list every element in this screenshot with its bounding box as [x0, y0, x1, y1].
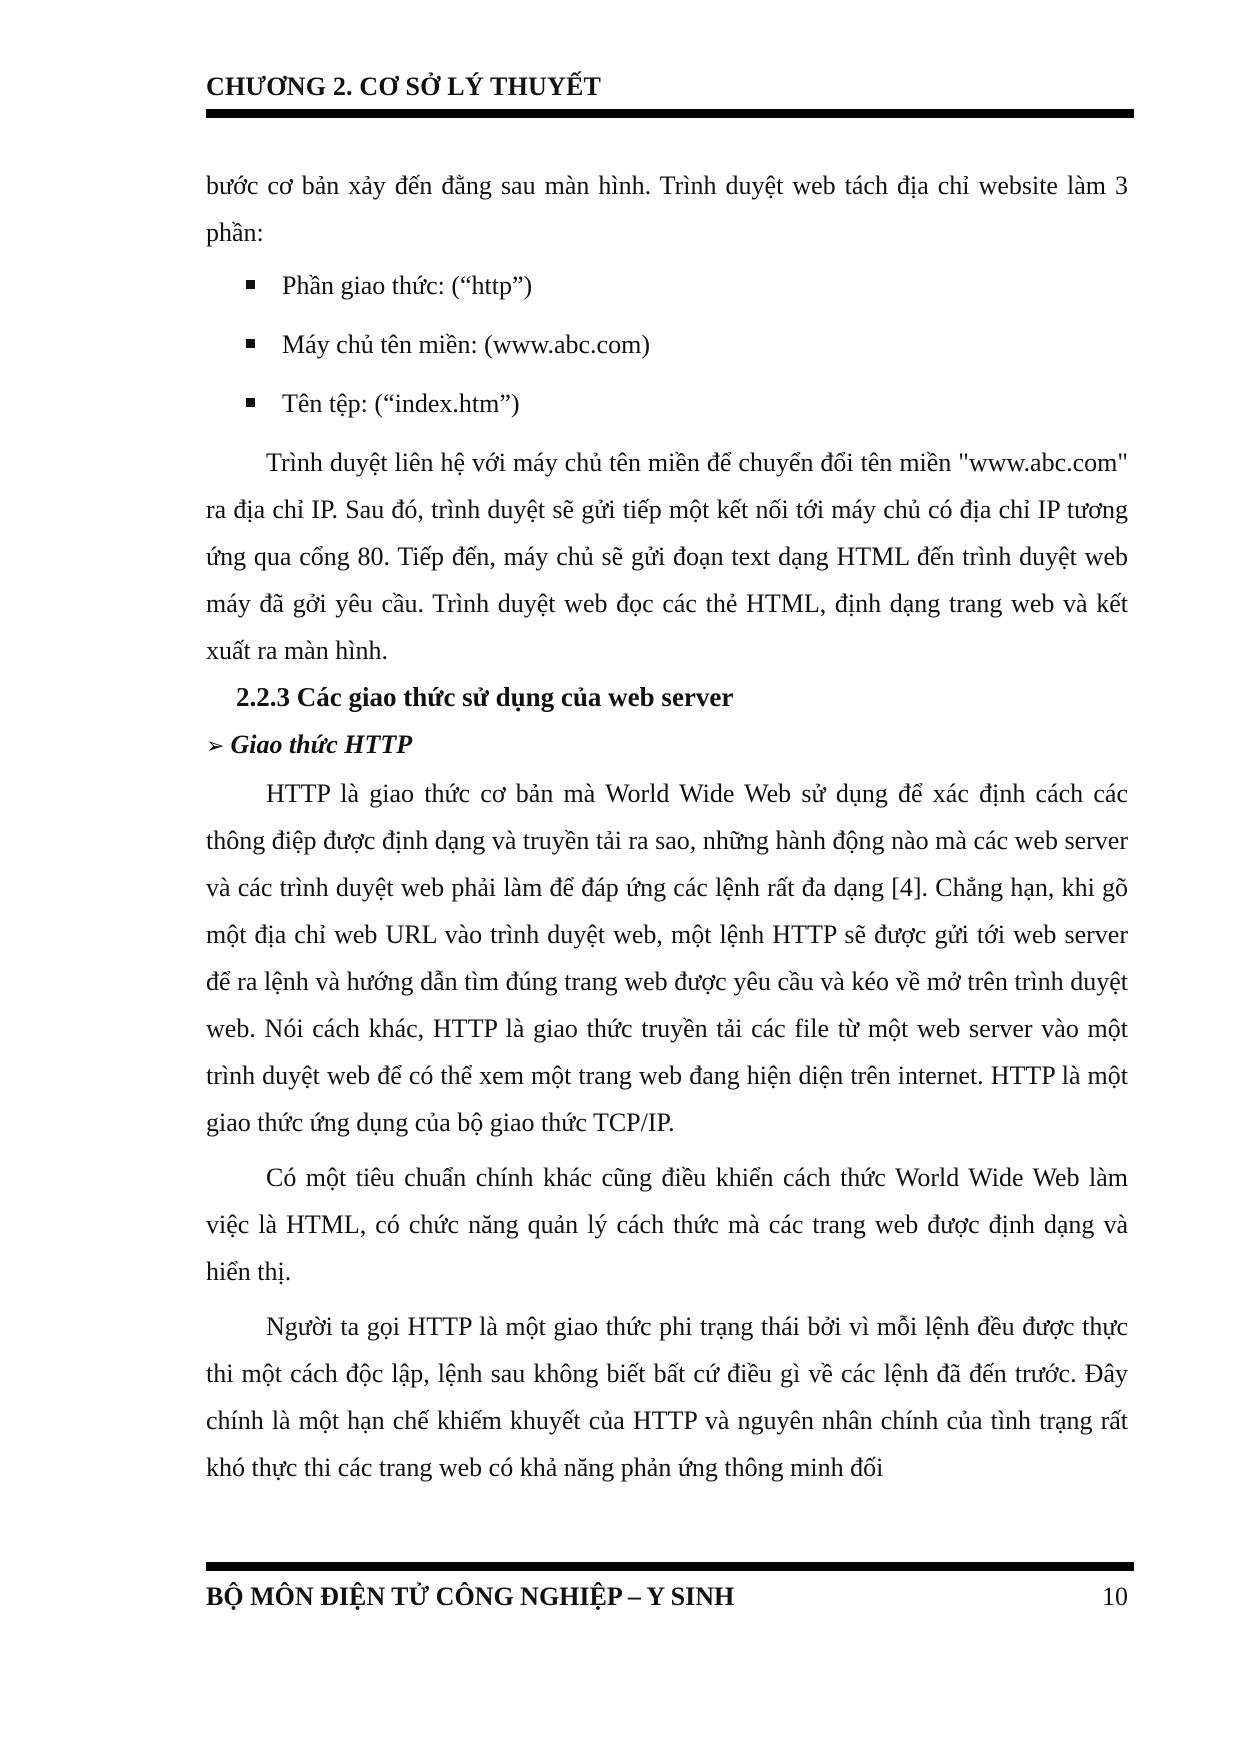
page-number: 10: [1102, 1582, 1128, 1611]
paragraph-http-3: Người ta gọi HTTP là một giao thức phi trạng thái bởi vì mỗi lệnh đều được thực thi một cách độc lập, lệnh sau không biết bất cứ điều gì về các lệnh đã đến trước. Đây chính là một hạn chế khiếm khuyết của HTTP và nguyên nhân chính của tình trạng rất khó thực thi các trang web có khả năng phản ứng thông minh đối: [206, 1312, 1128, 1482]
list-item-text: Máy chủ tên miền: (www.abc.com): [282, 330, 650, 359]
item-heading-text: Giao thức HTTP: [230, 730, 413, 759]
list-item-text: Phần giao thức: (“http”): [282, 271, 533, 300]
arrow-bullet-icon: ➢: [206, 734, 225, 759]
list-item-text: Tên tệp: (“index.htm”): [282, 389, 520, 418]
department-name: BỘ MÔN ĐIỆN TỬ CÔNG NGHIỆP – Y SINH: [206, 1582, 735, 1611]
section-heading: 2.2.3 Các giao thức sử dụng của web server: [236, 682, 734, 712]
item-heading: [206, 721, 1128, 770]
square-bullet-icon: [246, 280, 255, 289]
header-rule: [206, 109, 1134, 118]
body-text: [206, 162, 1128, 1491]
list-item: [206, 262, 1128, 309]
intro-paragraph: bước cơ bản xảy đến đằng sau màn hình. Trình duyệt web tách địa chỉ website làm 3 phần:: [206, 171, 1128, 247]
square-bullet-icon: [246, 398, 255, 407]
square-bullet-icon: [246, 339, 255, 348]
list-item: [206, 321, 1128, 368]
paragraph-http-1: HTTP là giao thức cơ bản mà World Wide Web sử dụng để xác định cách các thông điệp được định dạng và truyền tải ra sao, những hành động nào mà các web server và các trình duyệt web phải làm để đáp ứng các lệnh rất đa dạng [4]. Chẳng hạn, khi gõ một địa chỉ web URL vào trình duyệt web, một lệnh HTTP sẽ được gửi tới web server để ra lệnh và hướng dẫn tìm đúng trang web được yêu cầu và kéo về mở trên trình duyệt web. Nói cách khác, HTTP là giao thức truyền tải các file từ một web server vào một trình duyệt web để có thể xem một trang web đang hiện diện trên internet. HTTP là một giao thức ứng dụng của bộ giao thức TCP/IP.: [206, 779, 1128, 1137]
paragraph-dns: Trình duyệt liên hệ với máy chủ tên miền để chuyển đổi tên miền "www.abc.com" ra địa chỉ IP. Sau đó, trình duyệt sẽ gửi tiếp một kết nối tới máy chủ có địa chỉ IP tương ứng qua cổng 80. Tiếp đến, máy chủ sẽ gửi đoạn text dạng HTML đến trình duyệt web máy đã gởi yêu cầu. Trình duyệt web đọc các thẻ HTML, định dạng trang web và kết xuất ra màn hình.: [206, 448, 1128, 665]
bullet-list: [206, 262, 1128, 427]
chapter-title: CHƯƠNG 2. CƠ SỞ LÝ THUYẾT: [206, 72, 602, 101]
footer-rule: [206, 1562, 1134, 1571]
list-item: [206, 380, 1128, 427]
paragraph-http-2: Có một tiêu chuẩn chính khác cũng điều khiển cách thức World Wide Web làm việc là HTML, có chức năng quản lý cách thức mà các trang web được định dạng và hiển thị.: [206, 1163, 1128, 1286]
